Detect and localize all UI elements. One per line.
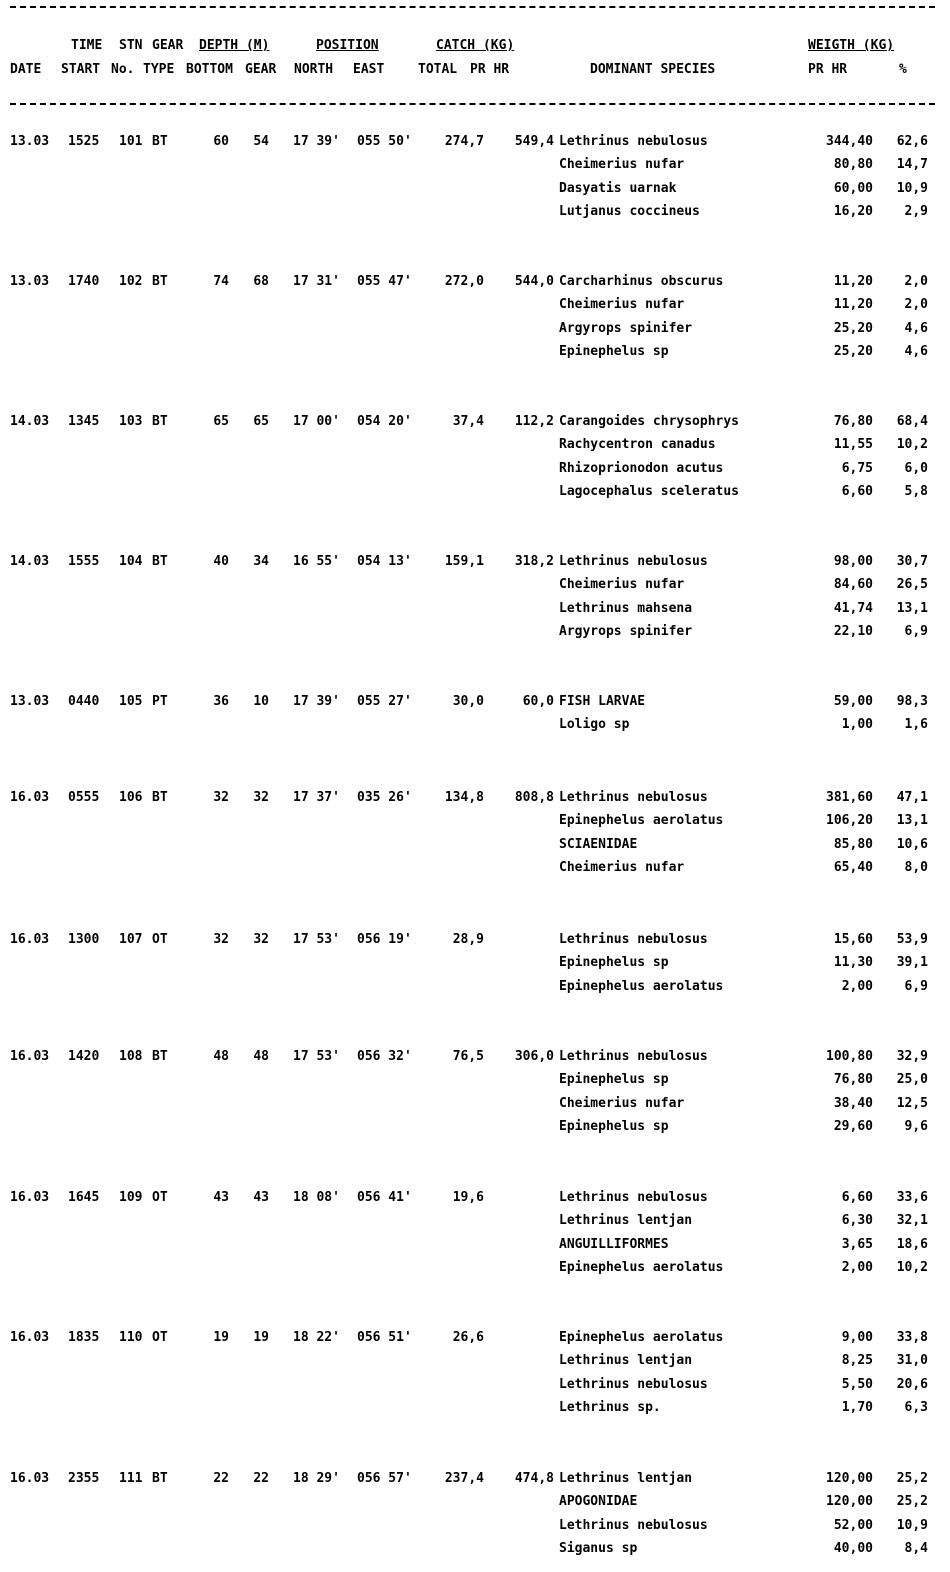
species-weight: 25,20	[833, 344, 873, 359]
record-bottom: 32	[213, 790, 229, 805]
record-geardepth: 65	[253, 414, 269, 429]
species-weight: 16,20	[833, 204, 873, 219]
species-weight: 6,75	[841, 461, 873, 476]
record-total: 237,4	[444, 1471, 484, 1486]
record-total: 76,5	[452, 1049, 484, 1064]
header-stn: STN	[119, 38, 143, 53]
record-stn: 104	[119, 554, 143, 569]
record-east: 054 20'	[357, 414, 412, 429]
record-gear: BT	[152, 790, 168, 805]
record-date: 16.03	[10, 1190, 50, 1205]
record-geardepth: 32	[253, 932, 269, 947]
record-prhr: 306,0	[514, 1049, 554, 1064]
record-stn: 105	[119, 694, 143, 709]
species-name: Lethrinus lentjan	[559, 1471, 693, 1486]
record-gear: BT	[152, 554, 168, 569]
species-name: Cheimerius nufar	[559, 577, 685, 592]
header-weight-prhr: PR HR	[808, 62, 848, 77]
species-name: Dasyatis uarnak	[559, 181, 677, 196]
species-name: APOGONIDAE	[559, 1494, 638, 1509]
record-stn: 101	[119, 134, 143, 149]
species-percent: 6,9	[904, 624, 928, 639]
record-north: 17 39'	[293, 134, 340, 149]
top-dashed-rule	[10, 6, 935, 8]
species-weight: 120,00	[826, 1494, 873, 1509]
record-prhr: 60,0	[522, 694, 554, 709]
species-name: Lethrinus mahsena	[559, 601, 693, 616]
species-percent: 32,1	[896, 1213, 928, 1228]
header-gear-depth: GEAR	[245, 62, 277, 77]
species-weight: 11,20	[833, 274, 873, 289]
species-percent: 8,0	[904, 860, 928, 875]
species-percent: 8,4	[904, 1541, 928, 1556]
species-name: Carcharhinus obscurus	[559, 274, 724, 289]
species-weight: 98,00	[833, 554, 873, 569]
record-time: 1740	[68, 274, 100, 289]
species-percent: 25,0	[896, 1072, 928, 1087]
record-date: 14.03	[10, 414, 50, 429]
species-percent: 20,6	[896, 1377, 928, 1392]
species-name: Lethrinus nebulosus	[559, 790, 708, 805]
species-weight: 84,60	[833, 577, 873, 592]
record-time: 2355	[68, 1471, 100, 1486]
species-percent: 14,7	[896, 157, 928, 172]
species-percent: 9,6	[904, 1119, 928, 1134]
species-weight: 344,40	[826, 134, 873, 149]
species-weight: 1,70	[841, 1400, 873, 1415]
species-name: Lutjanus coccineus	[559, 204, 700, 219]
species-percent: 2,0	[904, 297, 928, 312]
header-position: POSITION	[316, 38, 379, 53]
record-total: 134,8	[444, 790, 484, 805]
record-geardepth: 68	[253, 274, 269, 289]
record-east: 056 32'	[357, 1049, 412, 1064]
record-geardepth: 10	[253, 694, 269, 709]
record-date: 16.03	[10, 790, 50, 805]
species-weight: 3,65	[841, 1237, 873, 1252]
record-bottom: 40	[213, 554, 229, 569]
species-name: Epinephelus aerolatus	[559, 1260, 724, 1275]
species-weight: 5,50	[841, 1377, 873, 1392]
species-percent: 26,5	[896, 577, 928, 592]
record-total: 30,0	[452, 694, 484, 709]
record-time: 1645	[68, 1190, 100, 1205]
species-percent: 53,9	[896, 932, 928, 947]
record-east: 056 57'	[357, 1471, 412, 1486]
species-percent: 10,6	[896, 837, 928, 852]
record-north: 17 37'	[293, 790, 340, 805]
species-name: Epinephelus sp	[559, 955, 669, 970]
record-north: 18 08'	[293, 1190, 340, 1205]
header-time: TIME	[71, 38, 103, 53]
species-name: Lethrinus nebulosus	[559, 1518, 708, 1533]
species-weight: 8,25	[841, 1353, 873, 1368]
species-weight: 9,00	[841, 1330, 873, 1345]
record-time: 1345	[68, 414, 100, 429]
header-depth: DEPTH (M)	[199, 38, 270, 53]
species-name: Epinephelus aerolatus	[559, 813, 724, 828]
record-prhr: 544,0	[514, 274, 554, 289]
header-east: EAST	[353, 62, 385, 77]
record-geardepth: 19	[253, 1330, 269, 1345]
record-date: 16.03	[10, 1330, 50, 1345]
species-name: Lethrinus lentjan	[559, 1213, 693, 1228]
species-name: Epinephelus aerolatus	[559, 979, 724, 994]
record-bottom: 36	[213, 694, 229, 709]
species-weight: 76,80	[833, 1072, 873, 1087]
record-bottom: 65	[213, 414, 229, 429]
record-north: 17 53'	[293, 932, 340, 947]
record-gear: BT	[152, 1471, 168, 1486]
record-time: 0440	[68, 694, 100, 709]
record-prhr: 318,2	[514, 554, 554, 569]
species-percent: 68,4	[896, 414, 928, 429]
header-prhr: PR HR	[470, 62, 510, 77]
record-east: 054 13'	[357, 554, 412, 569]
species-percent: 2,0	[904, 274, 928, 289]
species-name: Argyrops spinifer	[559, 624, 693, 639]
species-name: Lethrinus nebulosus	[559, 134, 708, 149]
record-prhr: 808,8	[514, 790, 554, 805]
record-time: 1835	[68, 1330, 100, 1345]
record-gear: BT	[152, 1049, 168, 1064]
species-weight: 40,00	[833, 1541, 873, 1556]
species-name: Epinephelus sp	[559, 344, 669, 359]
species-name: Rachycentron canadus	[559, 437, 716, 452]
header-dominant-species: DOMINANT SPECIES	[590, 62, 716, 77]
record-stn: 102	[119, 274, 143, 289]
record-total: 28,9	[452, 932, 484, 947]
species-weight: 60,00	[833, 181, 873, 196]
species-name: Cheimerius nufar	[559, 860, 685, 875]
species-percent: 39,1	[896, 955, 928, 970]
record-bottom: 43	[213, 1190, 229, 1205]
record-gear: OT	[152, 1190, 168, 1205]
header-catch: CATCH (KG)	[436, 38, 515, 53]
species-weight: 6,60	[841, 484, 873, 499]
species-name: FISH LARVAE	[559, 694, 646, 709]
record-bottom: 22	[213, 1471, 229, 1486]
species-percent: 13,1	[896, 813, 928, 828]
record-date: 14.03	[10, 554, 50, 569]
species-weight: 11,55	[833, 437, 873, 452]
species-name: Cheimerius nufar	[559, 157, 685, 172]
species-percent: 33,8	[896, 1330, 928, 1345]
species-weight: 120,00	[826, 1471, 873, 1486]
record-bottom: 48	[213, 1049, 229, 1064]
record-gear: PT	[152, 694, 168, 709]
record-north: 17 31'	[293, 274, 340, 289]
species-percent: 6,3	[904, 1400, 928, 1415]
header-date: DATE	[10, 62, 42, 77]
species-name: Loligo sp	[559, 717, 630, 732]
species-percent: 30,7	[896, 554, 928, 569]
species-weight: 41,74	[833, 601, 873, 616]
record-geardepth: 54	[253, 134, 269, 149]
species-percent: 25,2	[896, 1471, 928, 1486]
record-stn: 111	[119, 1471, 143, 1486]
record-bottom: 60	[213, 134, 229, 149]
record-date: 13.03	[10, 274, 50, 289]
record-stn: 106	[119, 790, 143, 805]
record-east: 055 47'	[357, 274, 412, 289]
record-bottom: 32	[213, 932, 229, 947]
species-name: SCIAENIDAE	[559, 837, 638, 852]
record-prhr: 474,8	[514, 1471, 554, 1486]
species-percent: 5,8	[904, 484, 928, 499]
record-stn: 107	[119, 932, 143, 947]
record-geardepth: 43	[253, 1190, 269, 1205]
record-date: 16.03	[10, 932, 50, 947]
species-percent: 32,9	[896, 1049, 928, 1064]
species-weight: 38,40	[833, 1096, 873, 1111]
species-weight: 6,60	[841, 1190, 873, 1205]
species-percent: 10,9	[896, 1518, 928, 1533]
record-stn: 110	[119, 1330, 143, 1345]
record-date: 16.03	[10, 1049, 50, 1064]
species-weight: 76,80	[833, 414, 873, 429]
record-east: 035 26'	[357, 790, 412, 805]
species-weight: 29,60	[833, 1119, 873, 1134]
species-name: ANGUILLIFORMES	[559, 1237, 669, 1252]
species-name: Lethrinus nebulosus	[559, 554, 708, 569]
record-total: 274,7	[444, 134, 484, 149]
species-weight: 65,40	[833, 860, 873, 875]
record-east: 056 51'	[357, 1330, 412, 1345]
record-geardepth: 32	[253, 790, 269, 805]
record-total: 272,0	[444, 274, 484, 289]
species-name: Cheimerius nufar	[559, 1096, 685, 1111]
species-name: Siganus sp	[559, 1541, 638, 1556]
species-weight: 1,00	[841, 717, 873, 732]
species-percent: 6,9	[904, 979, 928, 994]
record-north: 18 22'	[293, 1330, 340, 1345]
record-bottom: 74	[213, 274, 229, 289]
species-name: Cheimerius nufar	[559, 297, 685, 312]
record-geardepth: 48	[253, 1049, 269, 1064]
header-north: NORTH	[294, 62, 334, 77]
record-stn: 108	[119, 1049, 143, 1064]
species-percent: 10,2	[896, 437, 928, 452]
record-time: 1420	[68, 1049, 100, 1064]
record-gear: OT	[152, 932, 168, 947]
species-name: Epinephelus aerolatus	[559, 1330, 724, 1345]
record-north: 17 53'	[293, 1049, 340, 1064]
species-weight: 80,80	[833, 157, 873, 172]
species-weight: 106,20	[826, 813, 873, 828]
record-total: 19,6	[452, 1190, 484, 1205]
record-total: 26,6	[452, 1330, 484, 1345]
record-geardepth: 22	[253, 1471, 269, 1486]
record-east: 055 50'	[357, 134, 412, 149]
species-percent: 4,6	[904, 321, 928, 336]
record-date: 13.03	[10, 694, 50, 709]
species-percent: 2,9	[904, 204, 928, 219]
species-percent: 18,6	[896, 1237, 928, 1252]
species-percent: 4,6	[904, 344, 928, 359]
record-stn: 109	[119, 1190, 143, 1205]
record-geardepth: 34	[253, 554, 269, 569]
species-percent: 10,9	[896, 181, 928, 196]
species-weight: 25,20	[833, 321, 873, 336]
record-gear: BT	[152, 414, 168, 429]
species-weight: 381,60	[826, 790, 873, 805]
species-weight: 100,80	[826, 1049, 873, 1064]
header-bottom: BOTTOM	[186, 62, 233, 77]
record-date: 13.03	[10, 134, 50, 149]
species-percent: 6,0	[904, 461, 928, 476]
species-percent: 10,2	[896, 1260, 928, 1275]
record-total: 37,4	[452, 414, 484, 429]
species-weight: 22,10	[833, 624, 873, 639]
header-gear: GEAR	[152, 38, 184, 53]
species-percent: 33,6	[896, 1190, 928, 1205]
species-percent: 12,5	[896, 1096, 928, 1111]
record-north: 18 29'	[293, 1471, 340, 1486]
species-name: Lethrinus nebulosus	[559, 1190, 708, 1205]
species-name: Lethrinus sp.	[559, 1400, 661, 1415]
species-name: Lethrinus nebulosus	[559, 1049, 708, 1064]
header-start: START	[61, 62, 101, 77]
header-percent: %	[899, 62, 907, 77]
species-weight: 11,30	[833, 955, 873, 970]
species-name: Lethrinus nebulosus	[559, 932, 708, 947]
record-north: 17 39'	[293, 694, 340, 709]
species-name: Lethrinus nebulosus	[559, 1377, 708, 1392]
species-weight: 6,30	[841, 1213, 873, 1228]
header-type: TYPE	[143, 62, 175, 77]
species-percent: 25,2	[896, 1494, 928, 1509]
record-date: 16.03	[10, 1471, 50, 1486]
species-name: Epinephelus sp	[559, 1072, 669, 1087]
species-weight: 2,00	[841, 979, 873, 994]
species-percent: 62,6	[896, 134, 928, 149]
species-percent: 1,6	[904, 717, 928, 732]
species-percent: 31,0	[896, 1353, 928, 1368]
species-weight: 59,00	[833, 694, 873, 709]
header-total: TOTAL	[418, 62, 458, 77]
header-weight: WEIGTH (KG)	[808, 38, 895, 53]
species-name: Lethrinus lentjan	[559, 1353, 693, 1368]
record-time: 0555	[68, 790, 100, 805]
species-name: Carangoides chrysophrys	[559, 414, 740, 429]
species-weight: 15,60	[833, 932, 873, 947]
species-name: Argyrops spinifer	[559, 321, 693, 336]
species-name: Lagocephalus sceleratus	[559, 484, 740, 499]
species-weight: 2,00	[841, 1260, 873, 1275]
record-time: 1525	[68, 134, 100, 149]
species-weight: 11,20	[833, 297, 873, 312]
species-weight: 52,00	[833, 1518, 873, 1533]
record-gear: BT	[152, 274, 168, 289]
record-prhr: 549,4	[514, 134, 554, 149]
record-total: 159,1	[444, 554, 484, 569]
record-east: 056 19'	[357, 932, 412, 947]
record-north: 16 55'	[293, 554, 340, 569]
species-name: Epinephelus sp	[559, 1119, 669, 1134]
header-dashed-rule	[10, 103, 935, 105]
record-prhr: 112,2	[514, 414, 554, 429]
species-percent: 98,3	[896, 694, 928, 709]
species-weight: 85,80	[833, 837, 873, 852]
record-gear: BT	[152, 134, 168, 149]
species-percent: 13,1	[896, 601, 928, 616]
record-east: 055 27'	[357, 694, 412, 709]
record-north: 17 00'	[293, 414, 340, 429]
record-time: 1300	[68, 932, 100, 947]
header-no: No.	[111, 62, 135, 77]
species-name: Rhizoprionodon acutus	[559, 461, 724, 476]
species-percent: 47,1	[896, 790, 928, 805]
record-east: 056 41'	[357, 1190, 412, 1205]
record-time: 1555	[68, 554, 100, 569]
record-bottom: 19	[213, 1330, 229, 1345]
record-stn: 103	[119, 414, 143, 429]
record-gear: OT	[152, 1330, 168, 1345]
